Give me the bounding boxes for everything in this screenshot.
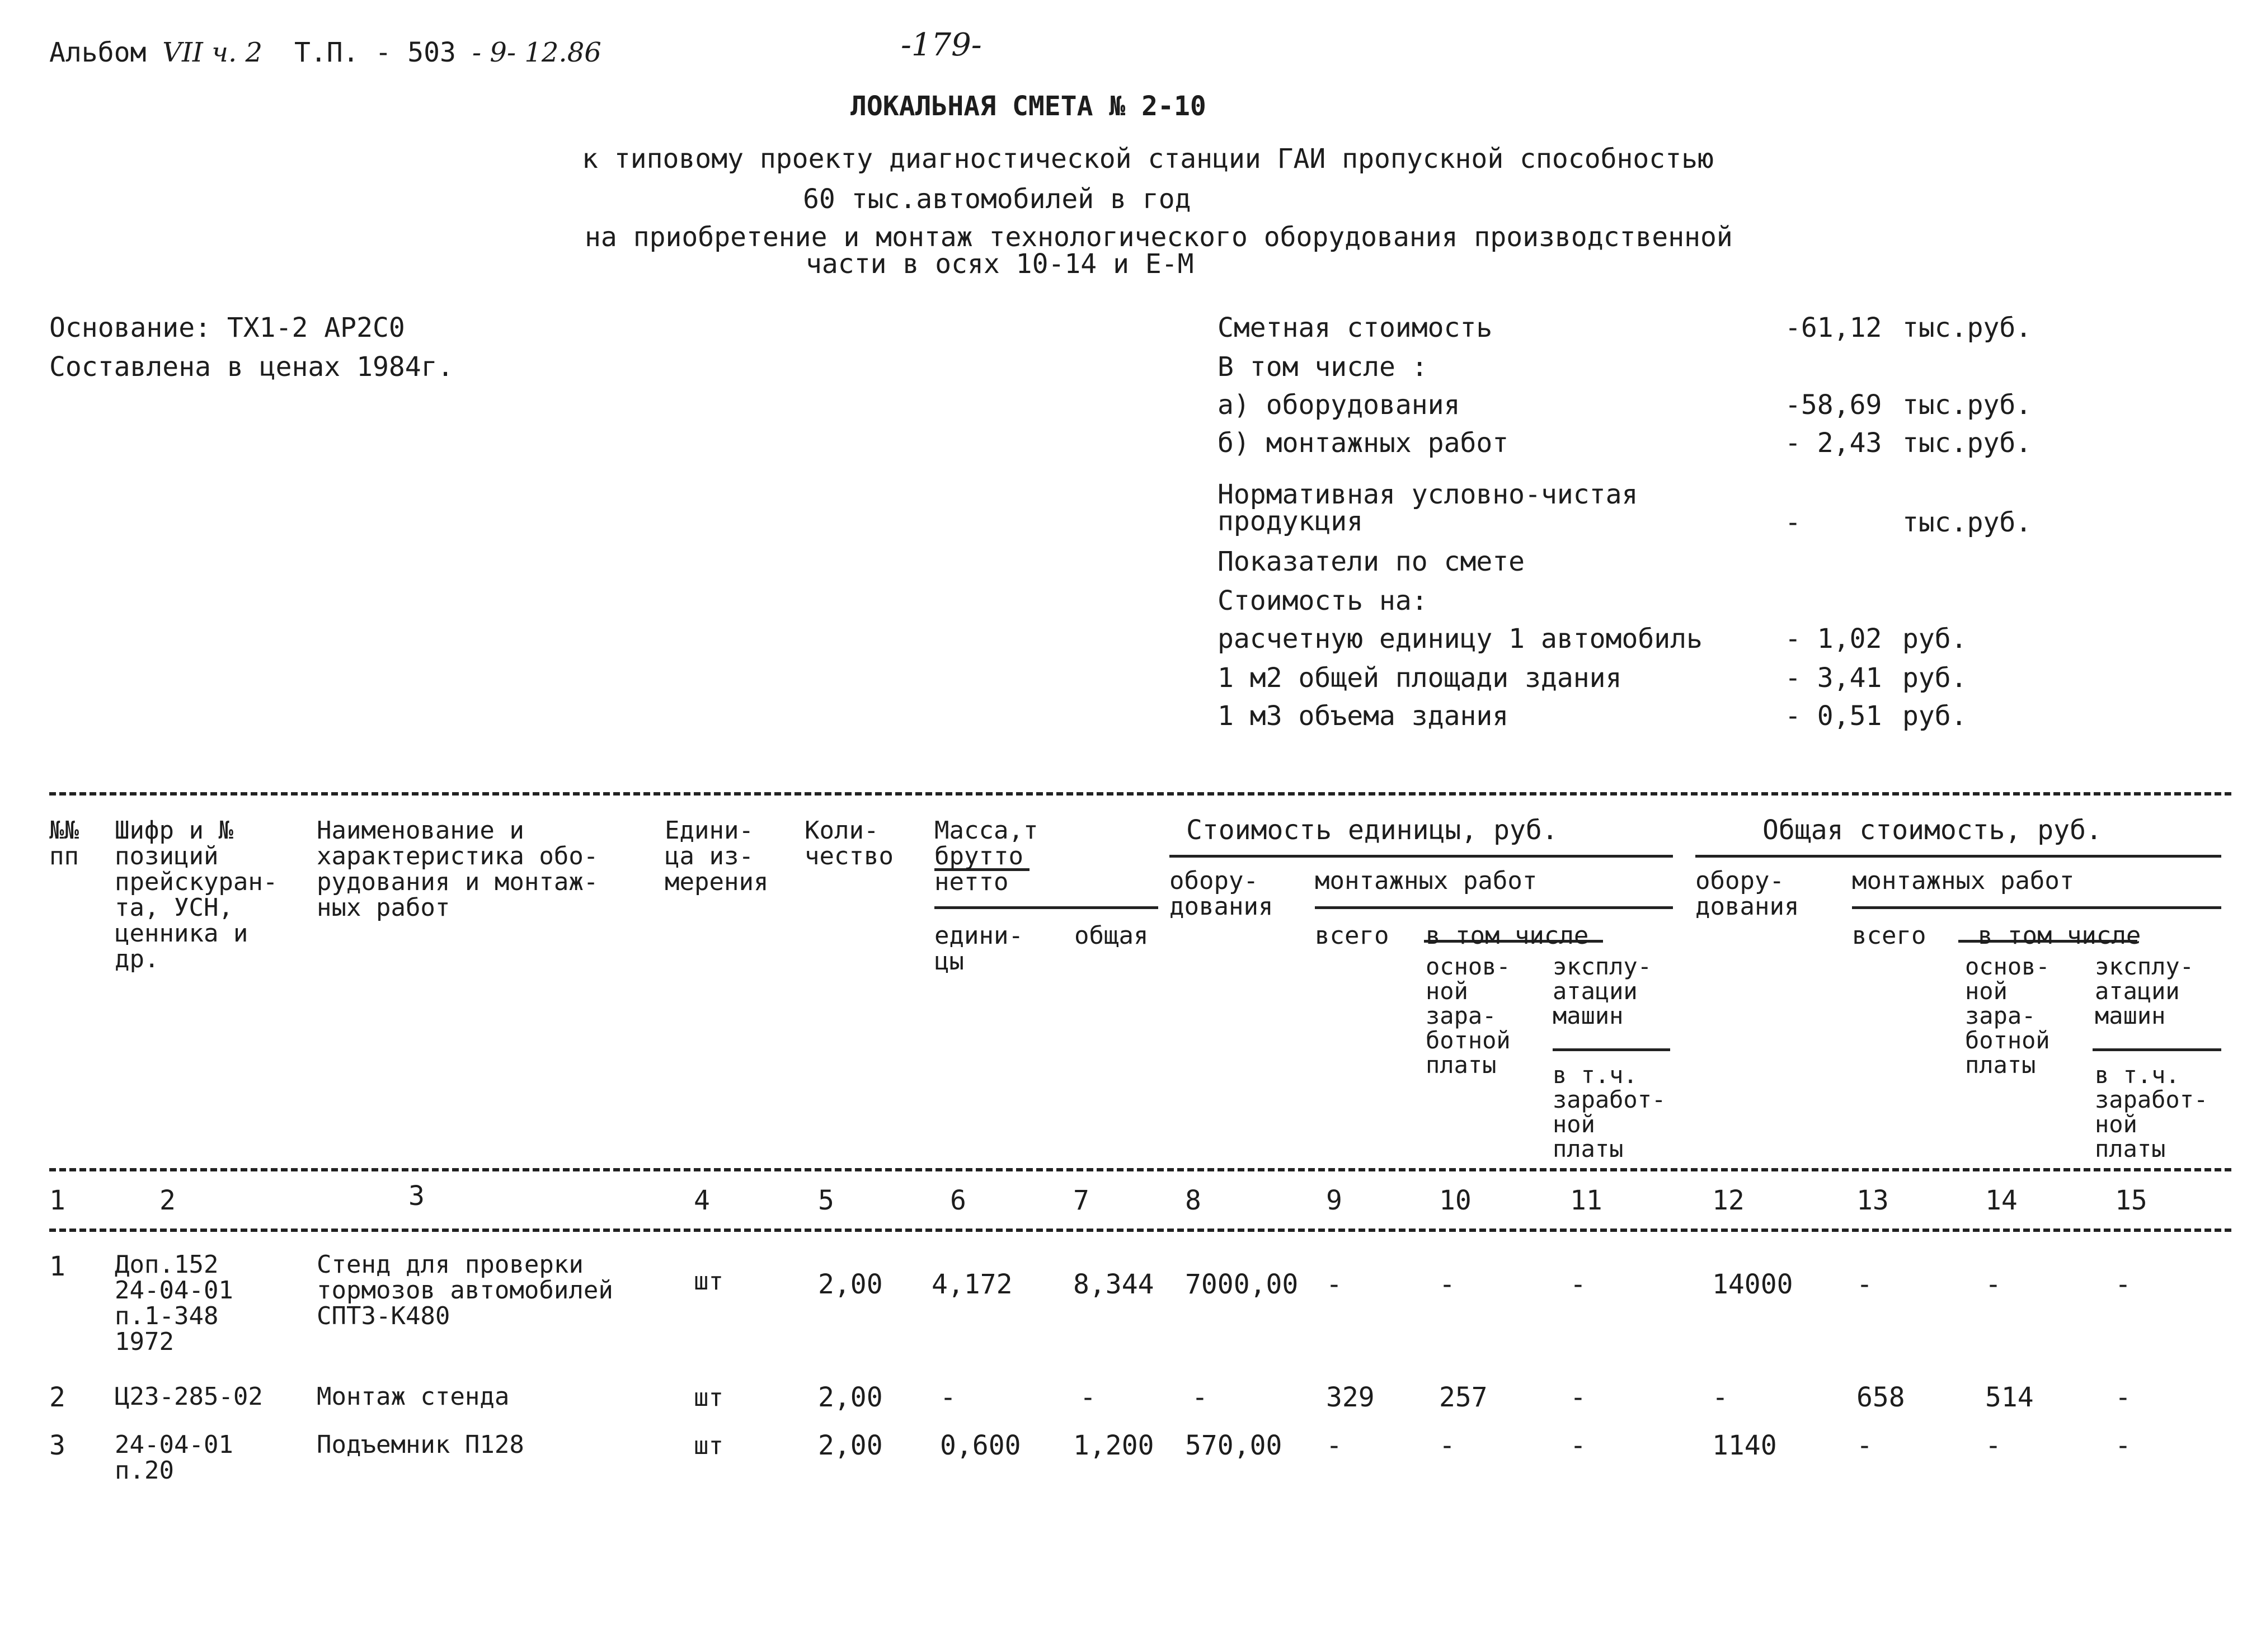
summary-unit-0: тыс.руб. <box>1902 312 2032 343</box>
machine-total-rule <box>2093 1048 2221 1051</box>
total-install-total: всего <box>1852 921 1926 950</box>
row-3-number: 3 <box>49 1430 65 1461</box>
row-1-number: 1 <box>49 1251 65 1282</box>
header-col-4: Едини- ца из- мерения <box>665 816 769 896</box>
row-3-unit: шт <box>694 1432 723 1460</box>
summary-value-9: - 0,51 <box>1785 700 1882 732</box>
mass-total: общая <box>1074 921 1149 950</box>
row-2-code: Ц23-285-02 <box>115 1382 263 1411</box>
summary-label-1: В том числе : <box>1217 351 1428 383</box>
header-bottom-rule <box>49 1168 2231 1171</box>
total-incl: в том числе <box>1978 921 2141 950</box>
unit-wage: основ- ной зара- ботной платы <box>1426 953 1511 1079</box>
total-wage: основ- ной зара- ботной платы <box>1965 953 2050 1079</box>
row-1-total-wage: - <box>1985 1269 2001 1300</box>
col-number-10: 10 <box>1439 1185 1472 1216</box>
title-line-4: части в осях 10-14 и Е-М <box>806 248 1194 280</box>
install-rule <box>1315 906 1673 909</box>
row-3-name: Подъемник П128 <box>317 1430 524 1459</box>
unit-install-total: всего <box>1315 921 1389 950</box>
summary-value-2: -58,69 <box>1785 389 1882 421</box>
mass-unit: едини- цы <box>934 921 1023 976</box>
summary-value-4: - <box>1785 507 1801 538</box>
row-2-mass-total: - <box>1080 1382 1096 1413</box>
table-top-rule <box>49 792 2231 796</box>
row-2-total-install: 658 <box>1856 1382 1905 1413</box>
netto-rule <box>934 906 1158 909</box>
row-3-unit-equip: 570,00 <box>1185 1430 1282 1461</box>
machine-rule <box>1553 1048 1670 1051</box>
summary-value-0: -61,12 <box>1785 312 1882 343</box>
row-3-total-install: - <box>1856 1430 1873 1461</box>
row-1-unit-wage: - <box>1439 1269 1455 1300</box>
col-number-15: 15 <box>2115 1185 2147 1216</box>
row-1-mass-unit: 4,172 <box>932 1269 1013 1300</box>
col-number-12: 12 <box>1712 1185 1745 1216</box>
mass-brutto: брутто <box>934 842 1023 870</box>
row-1-code: Доп.152 24-04-01 п.1-348 1972 <box>115 1250 233 1356</box>
summary-unit-3: тыс.руб. <box>1902 427 2032 459</box>
tp-label: Т.П. - 503 <box>294 37 456 68</box>
summary-label-7: расчетную единицу 1 автомобиль <box>1217 623 1703 655</box>
unit-incl: в том числе <box>1426 921 1589 950</box>
tp-handwritten: - 9- 12.86 <box>472 37 601 68</box>
row-3-total-wage: - <box>1985 1430 2001 1461</box>
row-1-mass-total: 8,344 <box>1073 1269 1154 1300</box>
col-number-5: 5 <box>818 1185 834 1216</box>
row-1-name: Стенд для проверки тормозов автомобилей СПТЗ-К480 <box>317 1250 613 1330</box>
col-number-8: 8 <box>1185 1185 1201 1216</box>
install-total-rule <box>1852 906 2221 909</box>
unit-machine: эксплу- атации машин <box>1553 953 1652 1029</box>
row-1-unit-install: - <box>1326 1269 1342 1300</box>
col-number-2: 2 <box>159 1185 176 1216</box>
col-numbers-rule <box>49 1229 2231 1232</box>
col-number-13: 13 <box>1856 1185 1889 1216</box>
basis-line-1: Основание: ТХ1-2 АР2С0 <box>49 312 405 343</box>
row-2-name: Монтаж стенда <box>317 1382 510 1411</box>
document-title: ЛОКАЛЬНАЯ СМЕТА № 2-10 <box>850 91 1206 122</box>
col-number-14: 14 <box>1985 1185 2018 1216</box>
summary-unit-4: тыс.руб. <box>1902 507 2032 538</box>
row-2-unit: шт <box>694 1383 723 1412</box>
row-2-mass-unit: - <box>940 1382 956 1413</box>
col-number-3: 3 <box>408 1180 425 1212</box>
row-3-qty: 2,00 <box>818 1430 883 1461</box>
col-number-7: 7 <box>1073 1185 1089 1216</box>
summary-label-5: Показатели по смете <box>1217 546 1525 577</box>
unit-machine-wage: в т.ч. заработ- ной платы <box>1553 1061 1666 1162</box>
summary-value-3: - 2,43 <box>1785 427 1882 459</box>
summary-value-8: - 3,41 <box>1785 662 1882 694</box>
unit-equip: обору- дования <box>1169 867 1273 921</box>
row-2-number: 2 <box>49 1382 65 1413</box>
total-cost-title: Общая стоимость, руб. <box>1762 815 2102 846</box>
header-col-5: Коли- чество <box>805 816 894 870</box>
title-line-3: на приобретение и монтаж технологического оборудования производственной <box>585 222 1733 253</box>
summary-unit-2: тыс.руб. <box>1902 389 2032 421</box>
col-number-1: 1 <box>49 1185 65 1216</box>
summary-label-6: Стоимость на: <box>1217 585 1428 616</box>
row-3-total-machine: - <box>2115 1430 2131 1461</box>
total-machine-wage: в т.ч. заработ- ной платы <box>2095 1061 2208 1162</box>
col-number-4: 4 <box>694 1185 710 1216</box>
header-col-3: Наименование и характеристика обо- рудования и монтаж- ных работ <box>317 816 599 922</box>
row-2-total-equip: - <box>1712 1382 1728 1413</box>
summary-unit-8: руб. <box>1902 662 1967 694</box>
col-number-6: 6 <box>950 1185 966 1216</box>
summary-unit-7: руб. <box>1902 623 1967 655</box>
unit-cost-title: Стоимость единицы, руб. <box>1186 815 1558 846</box>
title-line-2: 60 тыс.автомобилей в год <box>803 183 1191 215</box>
row-2-qty: 2,00 <box>818 1382 883 1413</box>
basis-line-2: Составлена в ценах 1984г. <box>49 351 454 383</box>
col-number-9: 9 <box>1326 1185 1342 1216</box>
row-3-total-equip: 1140 <box>1712 1430 1777 1461</box>
mass-netto: нетто <box>934 868 1009 896</box>
title-line-1: к типовому проекту диагностической станции ГАИ пропускной способностью <box>582 143 1714 175</box>
row-3-code: 24-04-01 п.20 <box>115 1430 233 1485</box>
row-1-total-equip: 14000 <box>1712 1269 1793 1300</box>
unit-install: монтажных работ <box>1315 867 1538 895</box>
album-reference <box>49 37 601 68</box>
mass-title: Масса,т <box>934 816 1038 845</box>
row-2-total-machine: - <box>2115 1382 2131 1413</box>
row-2-unit-wage: 257 <box>1439 1382 1488 1413</box>
row-2-unit-equip: - <box>1192 1382 1208 1413</box>
total-machine: эксплу- атации машин <box>2095 953 2194 1029</box>
row-3-unit-wage: - <box>1439 1430 1455 1461</box>
summary-label-0: Сметная стоимость <box>1217 312 1493 343</box>
summary-unit-9: руб. <box>1902 700 1967 732</box>
row-2-unit-machine: - <box>1570 1382 1586 1413</box>
header-col-1: №№ пп <box>49 816 79 870</box>
summary-label-2: а) оборудования <box>1217 389 1460 421</box>
row-3-unit-install: - <box>1326 1430 1342 1461</box>
summary-label-4: Нормативная условно-чистая продукция <box>1217 479 1638 537</box>
row-1-unit-equip: 7000,00 <box>1185 1269 1299 1300</box>
col-number-11: 11 <box>1570 1185 1602 1216</box>
summary-value-7: - 1,02 <box>1785 623 1882 655</box>
row-1-qty: 2,00 <box>818 1269 883 1300</box>
summary-label-3: б) монтажных работ <box>1217 427 1509 459</box>
row-2-total-wage: 514 <box>1985 1382 2034 1413</box>
row-1-total-install: - <box>1856 1269 1873 1300</box>
album-label: Альбом <box>49 37 147 68</box>
total-install: монтажных работ <box>1852 867 2075 895</box>
album-handwritten: VII ч. 2 <box>162 37 263 68</box>
row-3-mass-total: 1,200 <box>1073 1430 1154 1461</box>
summary-label-8: 1 м2 общей площади здания <box>1217 662 1622 694</box>
row-2-unit-install: 329 <box>1326 1382 1375 1413</box>
total-cost-rule <box>1695 855 2221 858</box>
row-1-unit: шт <box>694 1267 723 1296</box>
page-number: -179- <box>901 27 982 63</box>
summary-label-9: 1 м3 объема здания <box>1217 700 1509 732</box>
row-1-total-machine: - <box>2115 1269 2131 1300</box>
row-3-unit-machine: - <box>1570 1430 1586 1461</box>
header-col-2: Шифр и № позиций прейскуран- та, УСН, ценника и др. <box>115 816 278 973</box>
unit-cost-rule <box>1169 855 1673 858</box>
row-1-unit-machine: - <box>1570 1269 1586 1300</box>
total-equip: обору- дования <box>1695 867 1799 921</box>
row-3-mass-unit: 0,600 <box>940 1430 1021 1461</box>
